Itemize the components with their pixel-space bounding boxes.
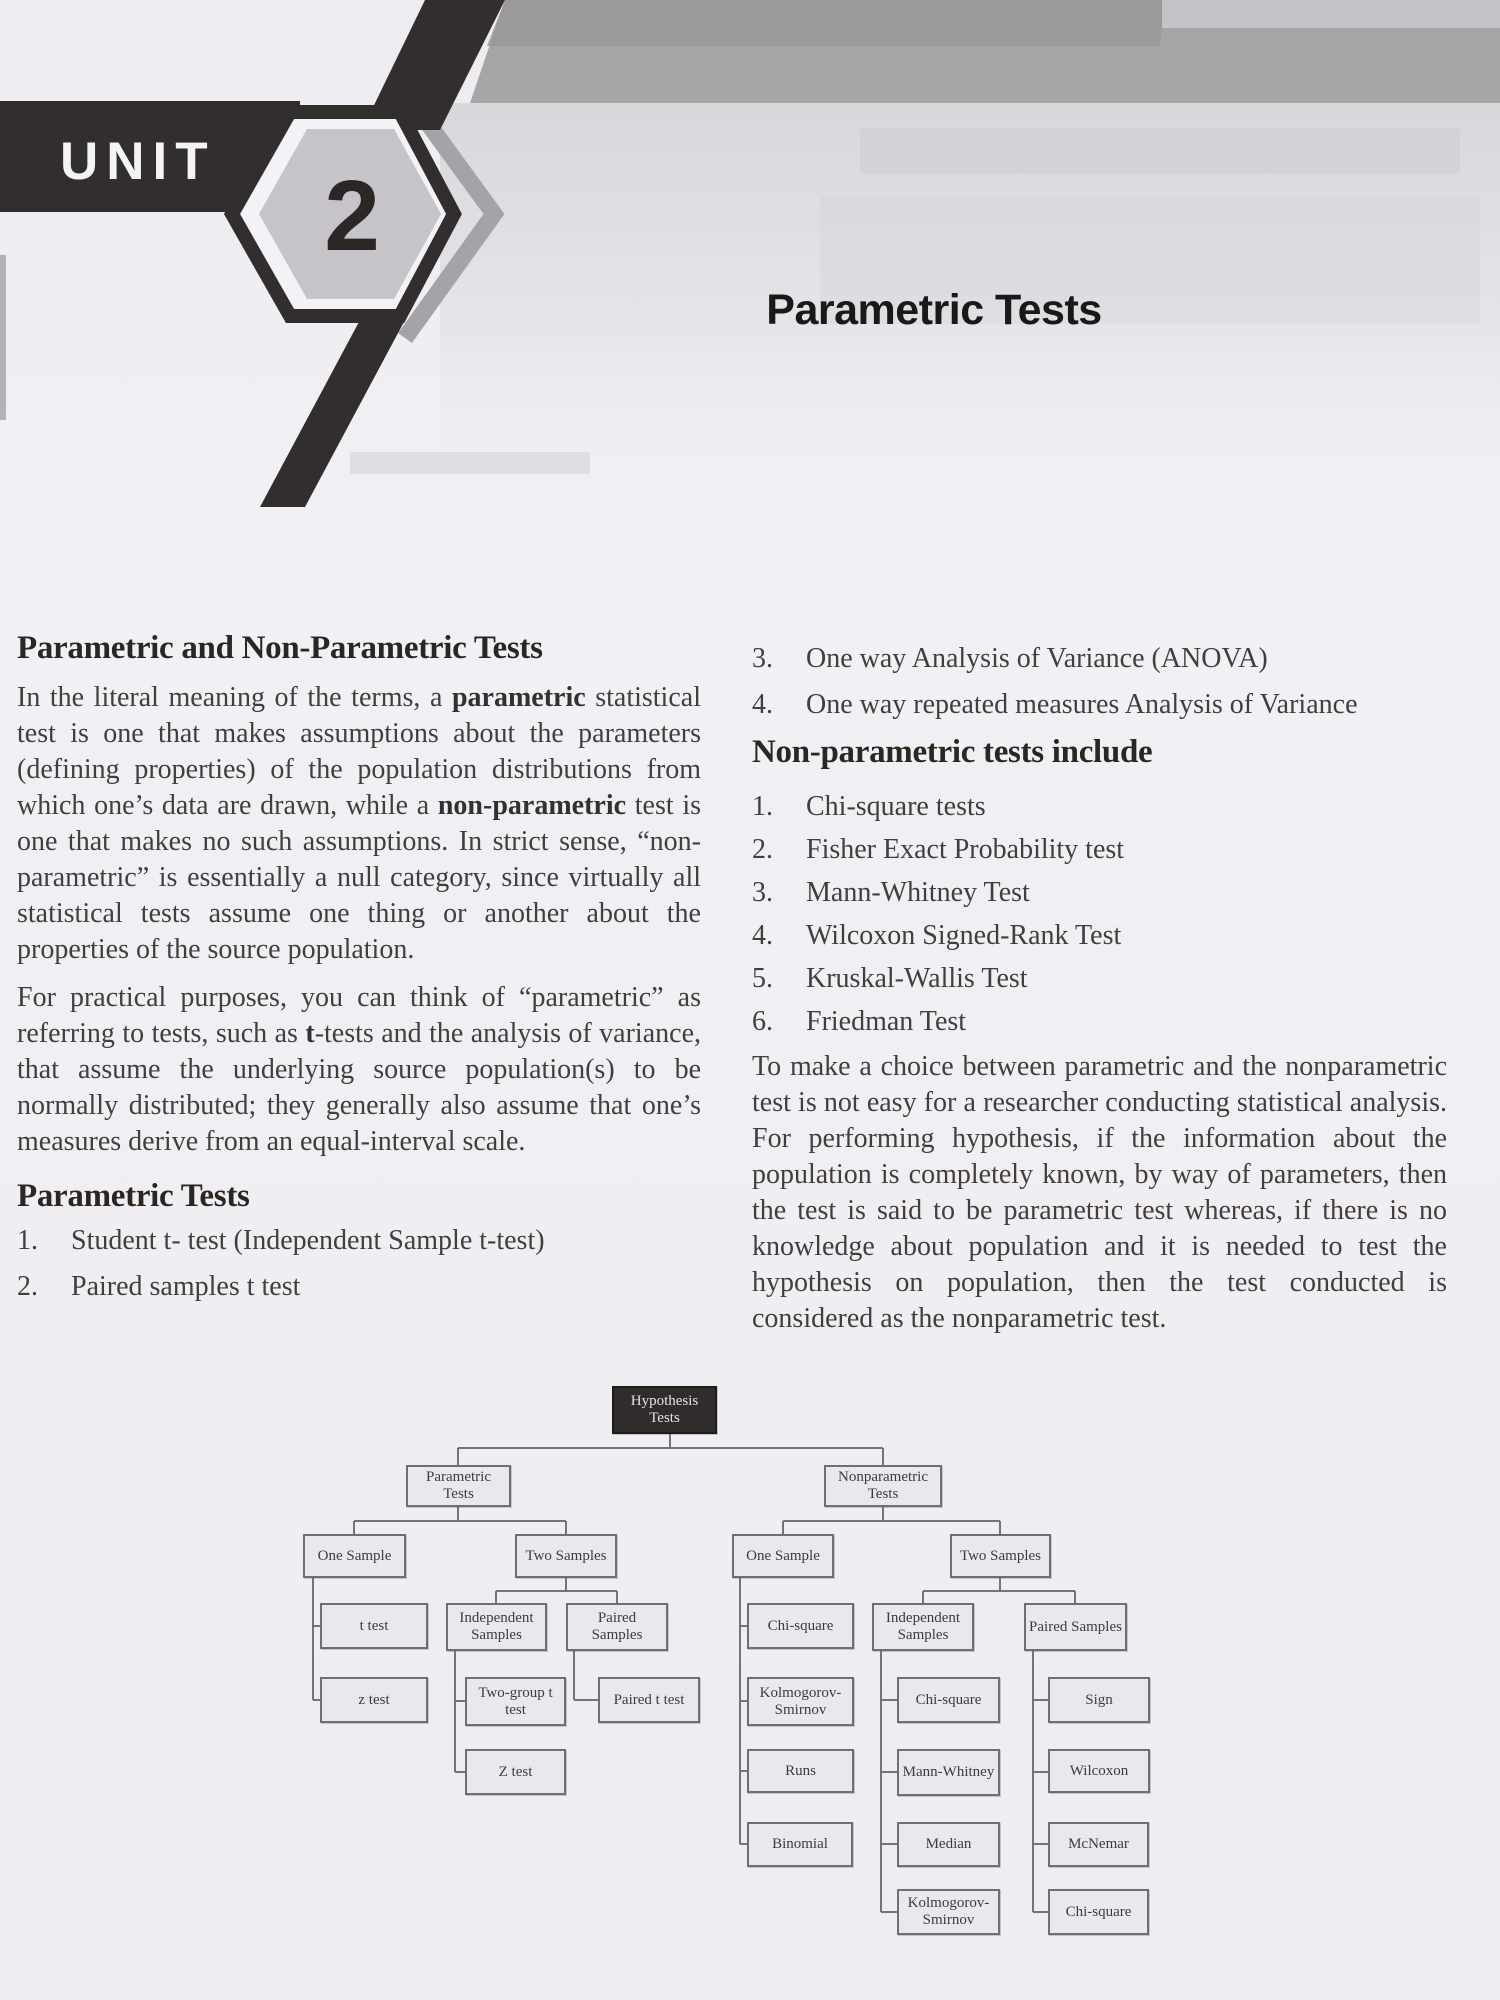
list-item [752, 917, 1447, 955]
item-text: One way repeated measures Analysis of Variance [806, 689, 1358, 720]
header-artwork [0, 0, 1500, 520]
fc-node-nonparametric-two-samples: Two Samples [950, 1534, 1051, 1578]
list-item [17, 1268, 701, 1306]
section-heading-parametric-and-nonparametric: Parametric and Non-Parametric Tests [17, 630, 543, 666]
list-item [752, 831, 1447, 869]
list-item [752, 1003, 1447, 1041]
fc-node-binomial: Binomial [747, 1822, 853, 1867]
section-heading-parametric-tests: Parametric Tests [17, 1178, 250, 1214]
anova-list [752, 640, 1447, 724]
fc-node-runs-test: Runs [747, 1749, 854, 1793]
item-number: 4. [752, 689, 773, 720]
item-number: 5. [752, 963, 773, 994]
item-text: Chi-square tests [806, 791, 986, 822]
fc-node-wilcoxon: Wilcoxon [1048, 1749, 1150, 1793]
fc-node-np-independent-kolmogorov-smirnov: Kolmogorov-Smirnov [897, 1889, 1000, 1935]
item-text: Wilcoxon Signed-Rank Test [806, 920, 1122, 951]
paragraph-choice-between-tests: To make a choice between parametric and the nonparametric test is not easy for a researcher conducting statistical analysis. For performing hypothesis, if the information about the population is completely known, by way of parameters, then the test is said to be parametric test whereas, if there is no knowledge about population and it is needed to test the hypothesis on population, then the test conducted is considered as the nonparametric test. [752, 1051, 1447, 1334]
bleedthrough-row [860, 128, 1460, 174]
fc-node-np-one-sample-kolmogorov-smirnov: Kolmogorov-Smirnov [747, 1677, 854, 1726]
fc-node-mcnemar: McNemar [1048, 1822, 1149, 1867]
fc-node-paired-t-test: Paired t test [598, 1677, 700, 1723]
fc-node-parametric-tests: Parametric Tests [406, 1465, 511, 1507]
item-number: 3. [752, 643, 773, 674]
bleedthrough-line [350, 452, 590, 474]
nonparametric-tests-list [752, 788, 1447, 1041]
top-gray-band-light-corner [1162, 0, 1500, 28]
fc-node-np-paired-samples: Paired Samples [1024, 1603, 1127, 1651]
list-item [752, 686, 1447, 724]
item-text: Paired samples t test [71, 1271, 301, 1302]
fc-node-z-test: z test [320, 1677, 428, 1723]
item-text: One way Analysis of Variance (ANOVA) [806, 643, 1268, 674]
list-item [17, 1222, 701, 1260]
fc-node-mann-whitney: Mann-Whitney [897, 1749, 1000, 1796]
item-text: Student t- test (Independent Sample t-test) [71, 1225, 545, 1256]
chevron-lower-arm [260, 305, 413, 507]
fc-node-np-paired-chi-square: Chi-square [1048, 1889, 1149, 1935]
paragraph-literal-meaning: In the literal meaning of the terms, a parametric statistical test is one that makes assumptions about the parameters (defining properties) of the population distributions from which one’s data are drawn, while a non-parametric test is one that makes no such assumptions. In strict sense, “non-parametric” is essentially a null category, since virtually all statistical tests assume one thing or another about the properties of the source population. [17, 682, 702, 965]
fc-node-parametric-independent-samples: Independent Samples [446, 1603, 547, 1651]
list-item [752, 788, 1447, 826]
parametric-tests-list [17, 1222, 701, 1306]
fc-node-sign-test: Sign [1048, 1677, 1150, 1723]
item-text: Kruskal-Wallis Test [806, 963, 1028, 994]
paragraph-practical-purposes: For practical purposes, you can think of “parametric” as referring to tests, such as t-tests and the analysis of variance, that assume the underlying source population(s) to be normally distributed; they generally also assume that one’s measures derive from an equal-interval scale. [17, 982, 701, 1157]
unit-label: UNIT [60, 132, 216, 191]
item-number: 2. [17, 1271, 38, 1302]
item-number: 6. [752, 1006, 773, 1037]
fc-node-parametric-paired-samples: Paired Samples [566, 1603, 668, 1651]
fc-node-np-independent-chi-square: Chi-square [897, 1677, 1000, 1723]
item-number: 1. [752, 791, 773, 822]
scan-gutter-shadow [0, 255, 6, 420]
item-text: Fisher Exact Probability test [806, 834, 1125, 865]
fc-node-parametric-one-sample: One Sample [303, 1534, 406, 1578]
item-number: 1. [17, 1225, 38, 1256]
unit-number: 2 [324, 160, 380, 272]
right-column [752, 640, 1447, 1337]
section-heading-nonparametric-include: Non-parametric tests include [752, 734, 1153, 770]
fc-node-hypothesis-tests: Hypothesis Tests [612, 1386, 717, 1434]
fc-node-median: Median [897, 1822, 1000, 1867]
fc-node-capital-z-test: Z test [465, 1749, 566, 1795]
list-item [752, 874, 1447, 912]
fc-node-nonparametric-one-sample: One Sample [732, 1534, 834, 1578]
left-column [17, 628, 701, 1314]
top-gray-band-dark-strip [487, 0, 1165, 46]
item-number: 4. [752, 920, 773, 951]
fc-node-two-group-t-test: Two-group t test [465, 1677, 566, 1726]
item-text: Friedman Test [806, 1006, 967, 1037]
fc-node-t-test: t test [320, 1603, 428, 1649]
fc-node-parametric-two-samples: Two Samples [515, 1534, 617, 1578]
item-number: 3. [752, 877, 773, 908]
item-text: Mann-Whitney Test [806, 877, 1030, 908]
fc-node-nonparametric-tests: Nonparametric Tests [824, 1465, 942, 1507]
list-item [752, 960, 1447, 998]
item-number: 2. [752, 834, 773, 865]
page-title: Parametric Tests [766, 286, 1102, 334]
fc-node-np-independent-samples: Independent Samples [872, 1603, 974, 1651]
list-item [752, 640, 1447, 678]
fc-node-np-one-sample-chi-square: Chi-square [747, 1603, 854, 1649]
